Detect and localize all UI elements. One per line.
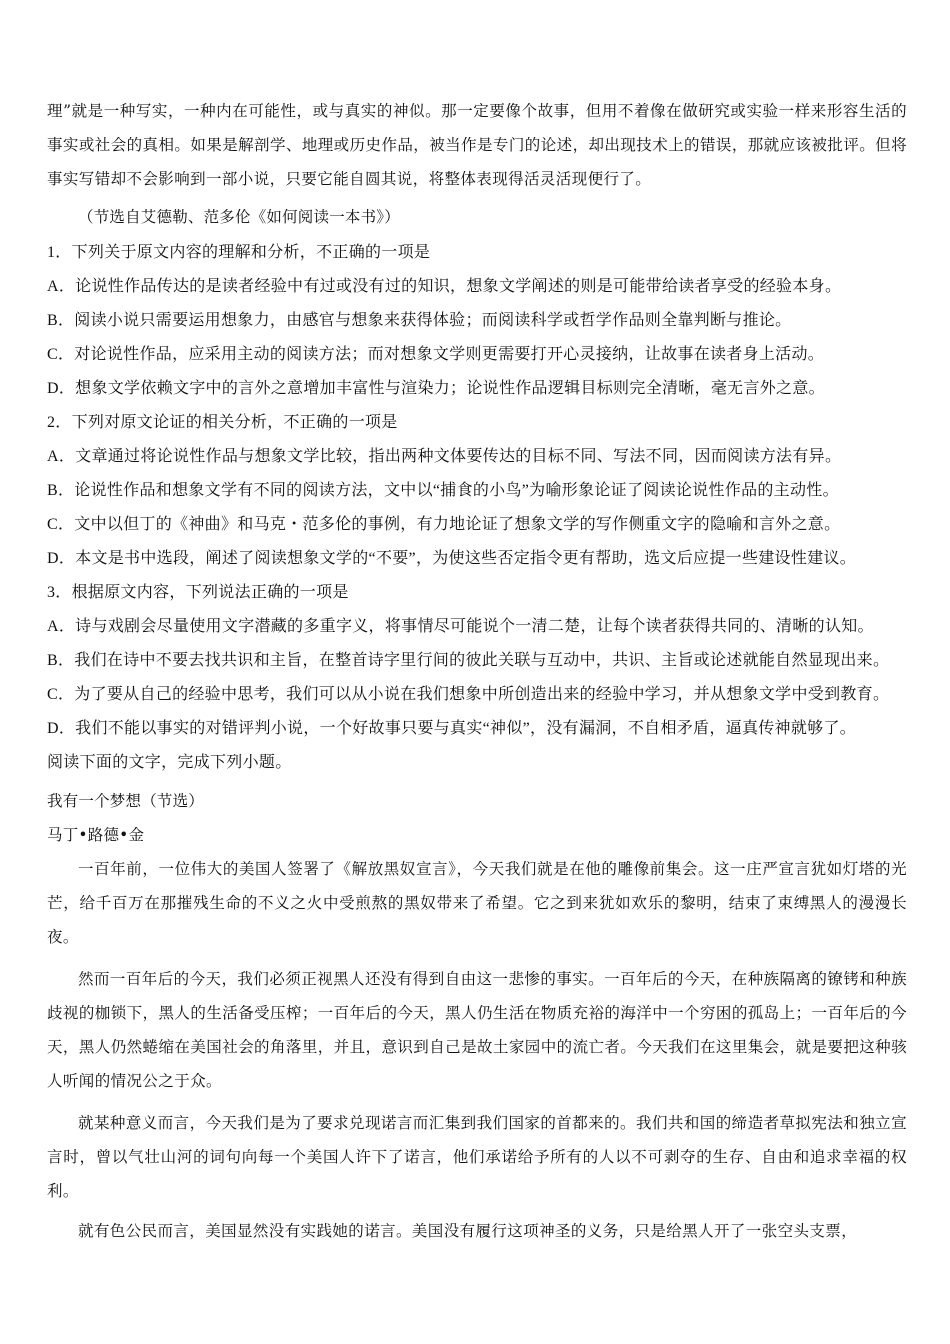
article-title: 我有一个梦想（节选）: [47, 792, 205, 810]
article-paragraph-1: 一百年前，一位伟大的美国人签署了《解放黑奴宣言》，今天我们就是在他的雕像前集会。这一庄严宣言犹如灯塔的光芒，给千百万在那摧残生命的不义之火中受煎熬的黑奴带来了希望。它之到来犹如欢乐的黎明，结束了束缚黑人的漫漫长夜。: [47, 860, 907, 946]
option-b: B．我们在诗中不要去找共识和主旨，在整首诗字里行间的彼此关联与互动中，共识、主旨或论述就能自然显现出来。: [47, 652, 890, 669]
option-d: D．本文是书中选段，阐述了阅读想象文学的“不要”，为使这些否定指令更有帮助，选文后应提一些建设性建议。: [47, 550, 857, 567]
article-paragraph-4: 就有色公民而言，美国显然没有实践她的诺言。美国没有履行这项神圣的义务，只是给黑人开了一张空头支票，: [78, 1222, 858, 1240]
question-3: [47, 576, 907, 780]
option-d: D．想象文学依赖文字中的言外之意增加丰富性与渲染力；论说性作品逻辑目标则完全清晰，毫无言外之意。: [47, 380, 825, 397]
article-paragraph-2: 然而一百年后的今天，我们必须正视黑人还没有得到自由这一悲惨的事实。一百年后的今天，在种族隔离的镣铐和种族歧视的枷锁下，黑人的生活备受压榨；一百年后的今天，黑人仍生活在物质充裕的海洋中一个穷困的孤岛上；一百年后的今天，黑人仍然蜷缩在美国社会的角落里，并且，意识到自己是故土家园中的流亡者。今天我们在这里集会，就是要把这种骇人听闻的情况公之于众。: [47, 970, 907, 1090]
question-stem: 3．根据原文内容，下列说法正确的一项是: [47, 584, 349, 601]
option-a: A．论说性作品传达的是读者经验中有过或没有过的知识，想象文学阐述的则是可能带给读者享受的经验本身。: [47, 278, 842, 295]
article-paragraph-3: 就某种意义而言，今天我们是为了要求兑现诺言而汇集到我们国家的首都来的。我们共和国的缔造者草拟宪法和独立宣言时，曾以气壮山河的词句向每一个美国人许下了诺言，他们承诺给予所有的人以不可剥夺的生存、自由和追求幸福的权利。: [47, 1114, 907, 1200]
question-1: [47, 236, 907, 406]
option-a: A．文章通过将论说性作品与想象文学比较，指出两种文体要传达的目标不同、写法不同，因而阅读方法有异。: [47, 448, 842, 465]
passage-continuation: 理”就是一种写实，一种内在可能性，或与真实的神似。那一定要像个故事，但用不着像在做研究或实验一样来形容生活的事实或社会的真相。如果是解剖学、地理或历史作品，被当作是专门的论述，却出现技术上的错误，那就应该被批评。但将事实写错却不会影响到一部小说，只要它能自圆其说，将整体表现得活灵活现便行了。: [47, 102, 907, 188]
option-a: A．诗与戏剧会尽量使用文字潜藏的多重字义，将事情尽可能说个一清二楚，让每个读者获得共同的、清晰的认知。: [47, 618, 874, 635]
option-c: C．文中以但丁的《神曲》和马克・范多伦的事例，有力地论证了想象文学的写作侧重文字的隐喻和言外之意。: [47, 516, 841, 533]
article-author: 马丁•路德•金: [47, 826, 145, 844]
option-d: D．我们不能以事实的对错评判小说，一个好故事只要与真实“神似”，没有漏洞，不自相矛盾，逼真传神就够了。: [47, 720, 857, 737]
question-stem: 1．下列关于原文内容的理解和分析，不正确的一项是: [47, 244, 431, 261]
option-c: C．为了要从自己的经验中思考，我们可以从小说在我们想象中所创造出来的经验中学习，并从想象文学中受到教育。: [47, 686, 890, 703]
question-2: [47, 406, 907, 576]
option-b: B．阅读小说只需要运用想象力，由感官与想象来获得体验；而阅读科学或哲学作品则全靠判断与推论。: [47, 312, 792, 329]
reading-instruction: 阅读下面的文字，完成下列小题。: [47, 754, 292, 771]
option-b: B．论说性作品和想象文学有不同的阅读方法，文中以“捕食的小鸟”为喻形象论证了阅读论说性作品的主动性。: [47, 482, 839, 499]
passage-source: （节选自艾德勒、范多伦《如何阅读一本书》）: [78, 208, 400, 226]
question-stem: 2．下列对原文论证的相关分析，不正确的一项是: [47, 414, 398, 431]
option-c: C．对论说性作品，应采用主动的阅读方法；而对想象文学则更需要打开心灵接纳，让故事在读者身上活动。: [47, 346, 825, 363]
